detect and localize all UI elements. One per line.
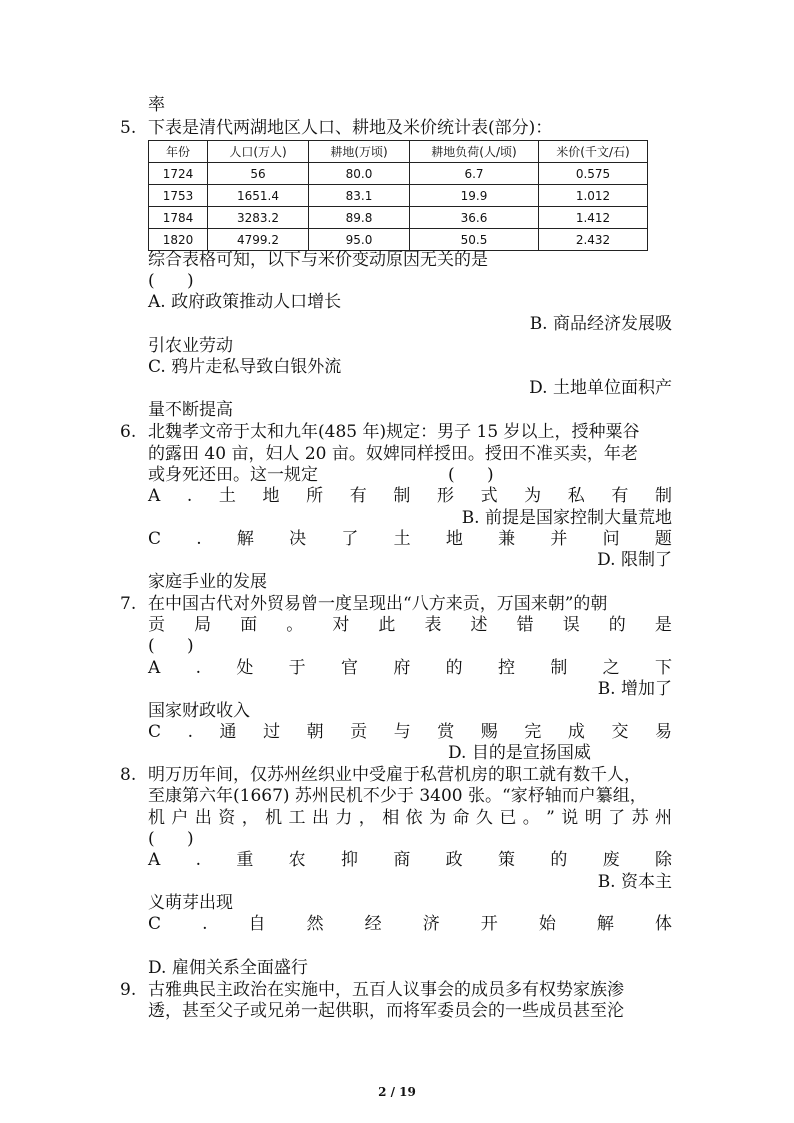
table-cell: 4799.2 xyxy=(208,229,309,251)
option-b: B. 增加了 xyxy=(597,679,672,699)
question-6-line-3: 或身死还田。这一规定 xyxy=(148,465,318,485)
option-b-continued: 引农业劳动 xyxy=(148,336,233,356)
option-a: A. 政府政策推动人口增长 xyxy=(148,292,342,312)
option-d: D. 土地单位面积产 xyxy=(529,378,672,398)
option-c: C . 解 决 了 土 地 兼 并 问 题 xyxy=(148,529,672,549)
table-row xyxy=(149,185,648,207)
question-8-line-2: 至康第六年(1667) 苏州民机不少于 3400 张。“家杼轴而户纂组， xyxy=(148,786,647,806)
question-9-number: 9. xyxy=(120,980,137,1000)
question-6-line-1: 北魏孝文帝于太和九年(485 年)规定：男子 15 岁以上，授种粟谷 xyxy=(148,422,640,442)
option-b: B. 资本主 xyxy=(597,872,672,892)
table-cell: 6.7 xyxy=(410,163,539,185)
table-cell: 89.8 xyxy=(309,207,410,229)
table-header: 米价(千文/石) xyxy=(539,141,648,163)
question-7-number: 7. xyxy=(120,594,137,614)
answer-blank: ( ) xyxy=(148,829,194,849)
question-5-stem: 下表是清代两湖地区人口、耕地及米价统计表(部分)： xyxy=(148,118,553,138)
table-row xyxy=(149,163,648,185)
statistics-table xyxy=(148,140,648,251)
option-a: A . 土 地 所 有 制 形 式 为 私 有 制 xyxy=(148,486,672,506)
question-9-line-2: 透，甚至父子或兄弟一起供职，而将军委员会的一些成员甚至沦 xyxy=(148,1001,624,1021)
table-cell: 1820 xyxy=(149,229,208,251)
table-cell: 1651.4 xyxy=(208,185,309,207)
continued-text: 率 xyxy=(148,95,165,115)
option-d: D. 目的是宣扬国威 xyxy=(448,743,591,763)
answer-blank: ( ) xyxy=(148,271,194,291)
table-header: 人口(万人) xyxy=(208,141,309,163)
option-d-continued: 家庭手业的发展 xyxy=(148,572,267,592)
option-b-continued: 国家财政收入 xyxy=(148,701,250,721)
table-header-row xyxy=(149,141,648,163)
table-header: 耕地负荷(人/顷) xyxy=(410,141,539,163)
table-cell: 1784 xyxy=(149,207,208,229)
question-8-line-1: 明万历年间，仅苏州丝织业中受雇于私营机房的职工就有数千人， xyxy=(148,765,641,785)
option-c: C. 鸦片走私导致白银外流 xyxy=(148,357,342,377)
option-a: A . 重 农 抑 商 政 策 的 废 除 xyxy=(148,850,672,870)
option-d-continued: 量不断提高 xyxy=(148,400,233,420)
question-5-prompt: 综合表格可知，以下与米价变动原因无关的是 xyxy=(148,250,488,270)
option-c: C . 自 然 经 济 开 始 解 体 xyxy=(148,914,672,934)
table-cell: 0.575 xyxy=(539,163,648,185)
option-b: B. 商品经济发展吸 xyxy=(529,314,672,334)
option-d: D. 限制了 xyxy=(597,550,672,570)
page-number: 2 / 19 xyxy=(378,1085,416,1099)
table-row xyxy=(149,229,648,251)
question-6-line-2: 的露田 40 亩，妇人 20 亩。奴婢同样授田。授田不准买卖，年老 xyxy=(148,444,638,464)
table-cell: 2.432 xyxy=(539,229,648,251)
table-cell: 1724 xyxy=(149,163,208,185)
table-cell: 50.5 xyxy=(410,229,539,251)
table-row xyxy=(149,207,648,229)
question-7-line-2: 贡 局 面 。 对 此 表 述 错 误 的 是 xyxy=(148,615,672,635)
table-cell: 3283.2 xyxy=(208,207,309,229)
question-9-line-1: 古雅典民主政治在实施中，五百人议事会的成员多有权势家族渗 xyxy=(148,980,624,1000)
answer-blank: ( ) xyxy=(448,465,494,485)
option-b-continued: 义萌芽出现 xyxy=(148,893,233,913)
table-header: 耕地(万顷) xyxy=(309,141,410,163)
table-cell: 36.6 xyxy=(410,207,539,229)
table-header: 年份 xyxy=(149,141,208,163)
question-6-number: 6. xyxy=(120,422,137,442)
table-cell: 1.412 xyxy=(539,207,648,229)
option-c: C . 通 过 朝 贡 与 赏 赐 完 成 交 易 xyxy=(148,722,672,742)
question-8-number: 8. xyxy=(120,765,137,785)
question-8-line-3: 机 户 出 资 ， 机 工 出 力 ， 相 依 为 命 久 已 。 ” 说 明 了 苏 州 xyxy=(148,808,672,828)
table-cell: 1.012 xyxy=(539,185,648,207)
option-d: D. 雇佣关系全面盛行 xyxy=(148,958,308,978)
table-cell: 95.0 xyxy=(309,229,410,251)
answer-blank: ( ) xyxy=(148,636,194,656)
table-cell: 56 xyxy=(208,163,309,185)
question-7-line-1: 在中国古代对外贸易曾一度呈现出“八方来贡，万国来朝”的朝 xyxy=(148,594,608,614)
table-cell: 1753 xyxy=(149,185,208,207)
option-a: A . 处 于 官 府 的 控 制 之 下 xyxy=(148,658,672,678)
table-cell: 83.1 xyxy=(309,185,410,207)
question-5-number: 5. xyxy=(120,118,137,138)
option-b: B. 前提是国家控制大量荒地 xyxy=(461,508,672,528)
table-cell: 19.9 xyxy=(410,185,539,207)
table-cell: 80.0 xyxy=(309,163,410,185)
